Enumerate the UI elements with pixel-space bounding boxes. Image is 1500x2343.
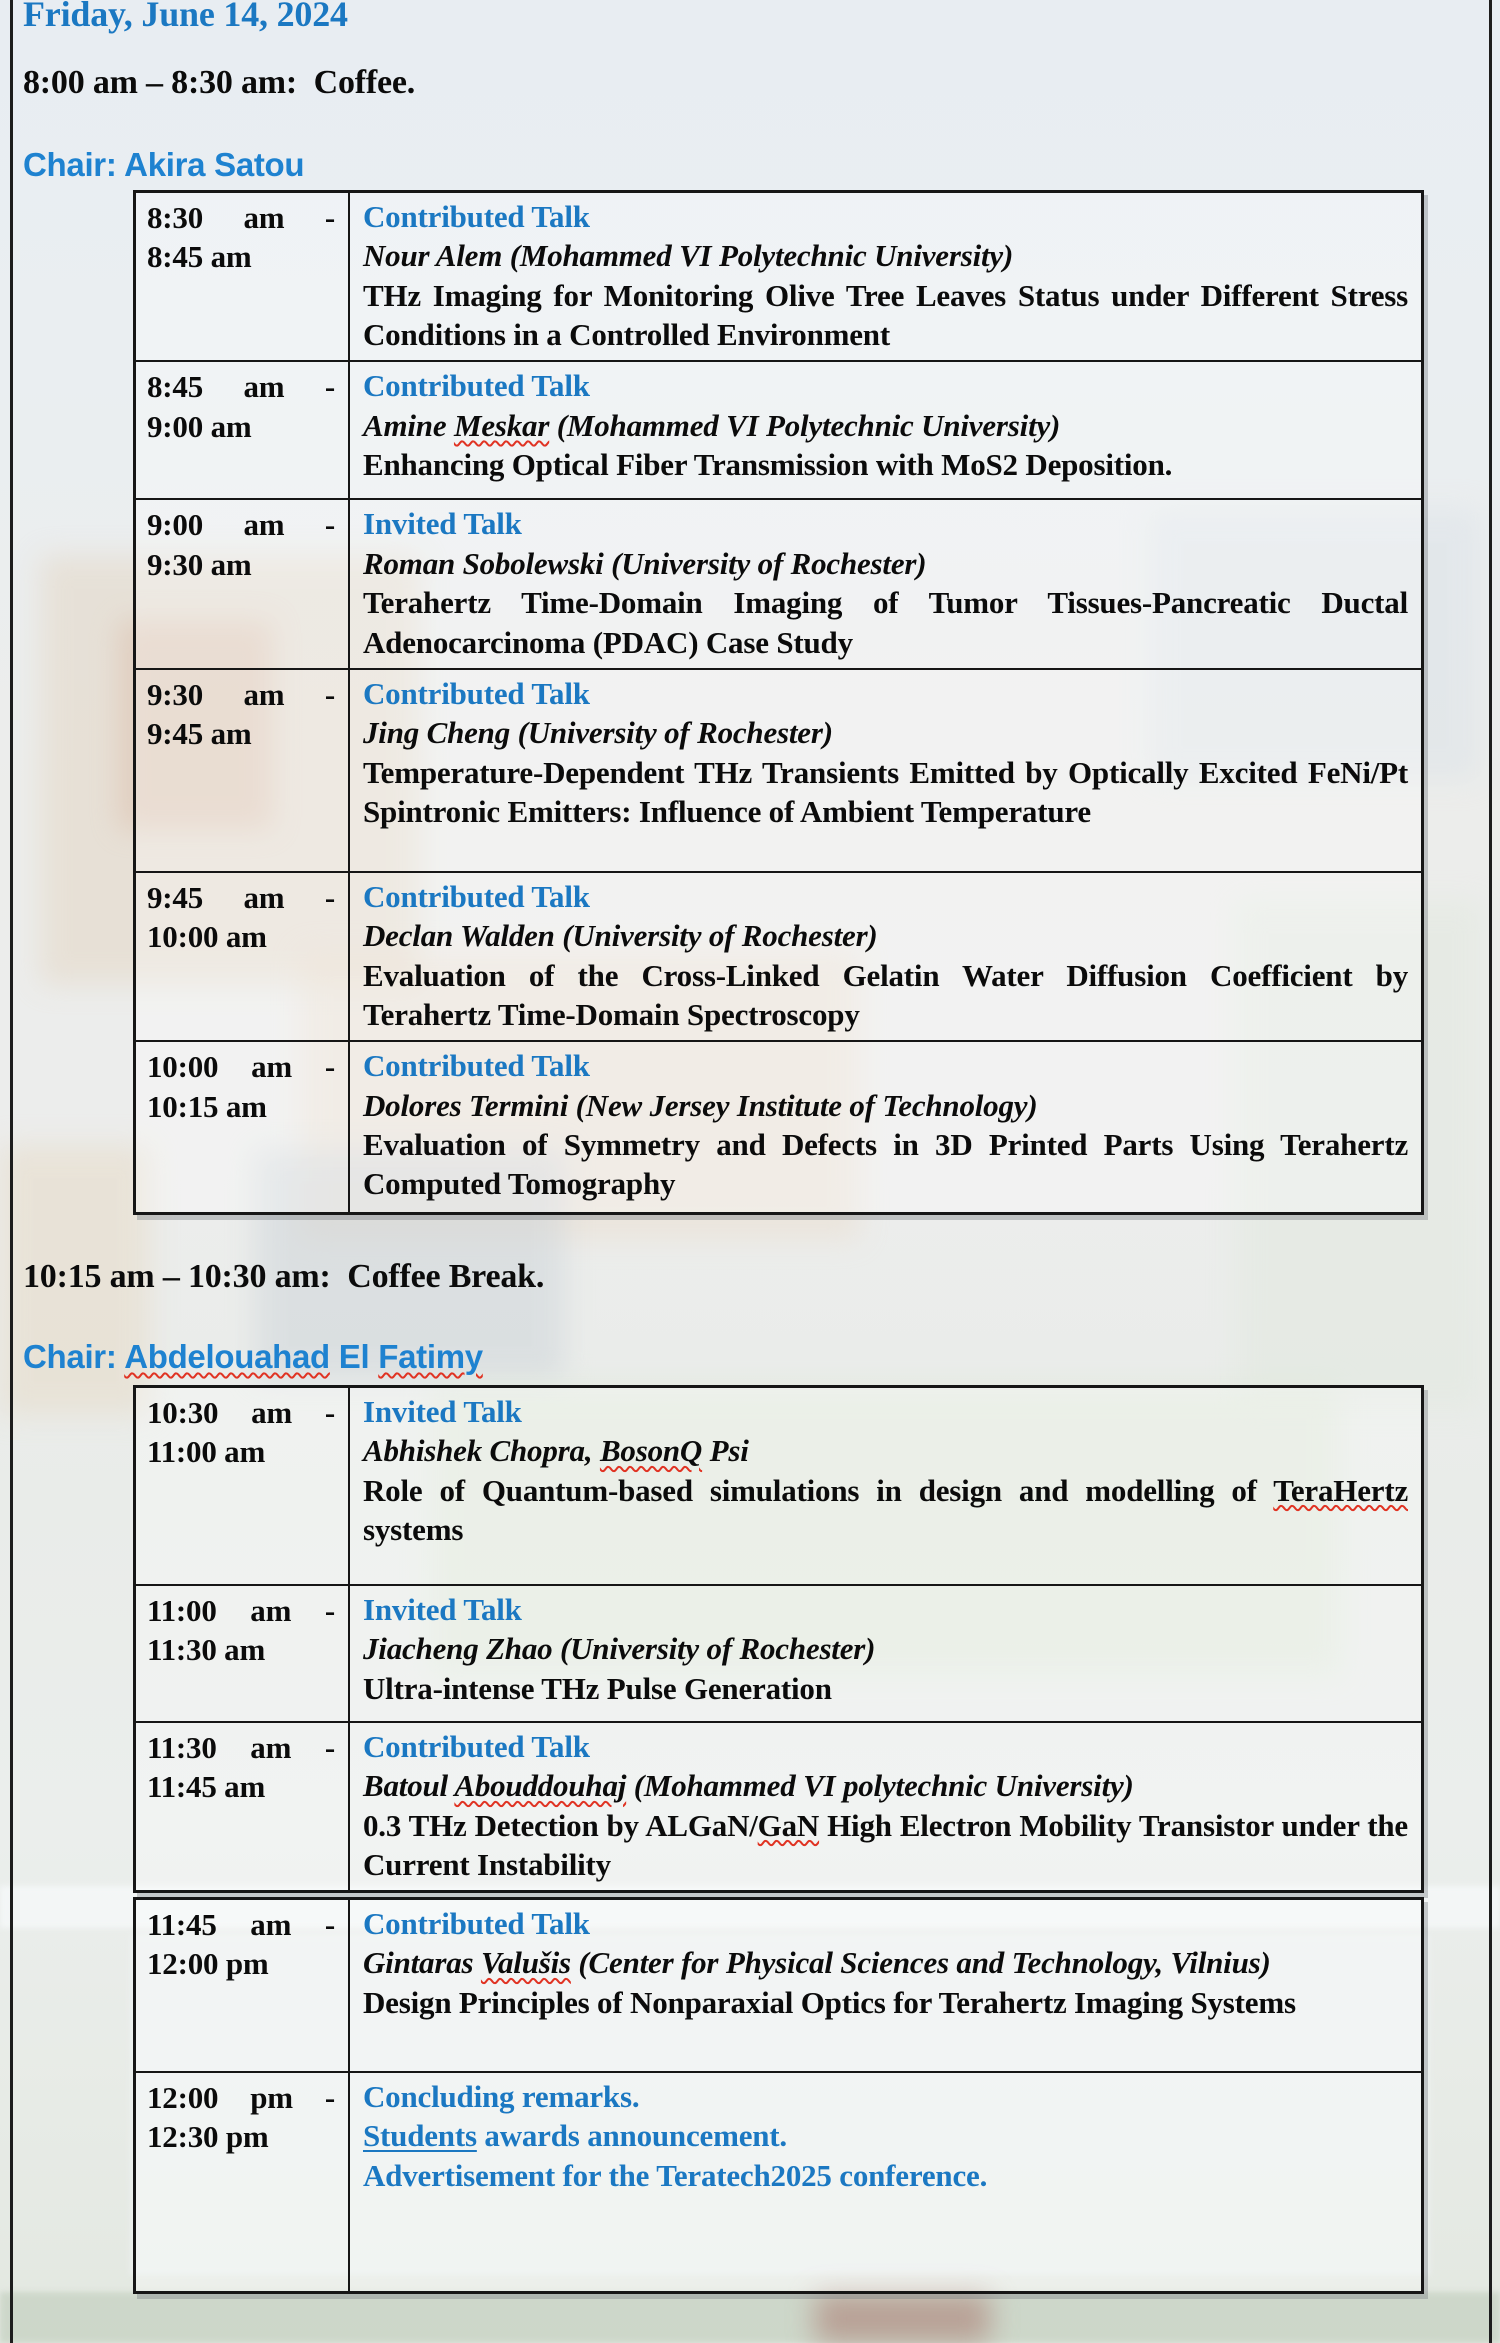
talk-speaker: Batoul Abouddouhaj (Mohammed VI polytechnic University) bbox=[363, 1768, 1134, 1804]
talk-type-label: Contributed Talk bbox=[363, 1906, 590, 1941]
time-cell bbox=[136, 362, 350, 498]
talk-speaker: Gintaras Valušis (Center for Physical Sciences and Technology, Vilnius) bbox=[363, 1945, 1271, 1981]
time-range-start: 9:45 am - bbox=[147, 879, 335, 915]
time-cell bbox=[136, 1042, 350, 1212]
talk-content-cell bbox=[350, 1586, 1421, 1721]
time-range-start: 12:00 pm - bbox=[147, 2080, 335, 2115]
time-range-start: 10:30 am - bbox=[147, 1395, 335, 1430]
time-range-start: 8:30 am - bbox=[147, 200, 335, 235]
time-cell bbox=[136, 1900, 350, 2071]
talk-speaker: Jing Cheng (University of Rochester) bbox=[363, 715, 833, 751]
photo-bottom-green bbox=[0, 2292, 1500, 2343]
time-cell bbox=[136, 1388, 350, 1584]
time-range-end: 12:00 pm bbox=[147, 1946, 269, 1982]
talk-title: Evaluation of the Cross-Linked Gelatin Water Diffusion Coefficient by Terahertz Time-Domain Spectroscopy bbox=[363, 957, 1408, 1032]
time-range-end: 11:45 am bbox=[147, 1769, 266, 1805]
talk-speaker: Declan Walden (University of Rochester) bbox=[363, 918, 878, 954]
talk-type-label: Contributed Talk bbox=[363, 199, 590, 234]
talk-title: Terahertz Time-Domain Imaging of Tumor Tissues-Pancreatic Ductal Adenocarcinoma (PDAC) Case Study bbox=[363, 585, 1408, 660]
talk-type-label: Invited Talk bbox=[363, 1394, 522, 1429]
talk-row bbox=[136, 1900, 1421, 2071]
talk-content-cell bbox=[350, 873, 1421, 1040]
morning-coffee-line: 8:00 am – 8:30 am: Coffee. bbox=[23, 64, 416, 101]
time-range-start: 8:45 am - bbox=[147, 369, 335, 405]
talk-type-label: Contributed Talk bbox=[363, 368, 590, 404]
talk-speaker: Dolores Termini (New Jersey Institute of Technology) bbox=[363, 1087, 1038, 1123]
talk-title: Design Principles of Nonparaxial Optics for Terahertz Imaging Systems bbox=[363, 1984, 1296, 2020]
time-cell bbox=[136, 193, 350, 360]
closing-content-cell bbox=[350, 2073, 1421, 2291]
talk-title: THz Imaging for Monitoring Olive Tree Leaves Status under Different Stress Conditions in a Controlled Environment bbox=[363, 277, 1408, 353]
closing-line: Advertisement for the Teratech2025 conference. bbox=[363, 2157, 988, 2193]
talk-content-cell bbox=[350, 1042, 1421, 1212]
coffee-break-line: 10:15 am – 10:30 am: Coffee Break. bbox=[23, 1258, 545, 1295]
time-range-end: 8:45 am bbox=[147, 239, 252, 275]
time-range-end: 11:30 am bbox=[147, 1632, 266, 1668]
talk-content-cell bbox=[350, 1723, 1421, 1890]
talk-content-cell bbox=[350, 1388, 1421, 1584]
schedule-table-late-morning-continued bbox=[133, 1897, 1424, 2294]
time-range-start: 9:00 am - bbox=[147, 507, 335, 543]
talk-row bbox=[136, 1388, 1421, 1584]
time-range-end: 12:30 pm bbox=[147, 2119, 269, 2155]
time-cell bbox=[136, 500, 350, 667]
talk-row bbox=[136, 193, 1421, 360]
talk-type-label: Invited Talk bbox=[363, 1592, 522, 1627]
talk-title: Role of Quantum-based simulations in design and modelling of TeraHertz systems bbox=[363, 1472, 1408, 1548]
schedule-table-late-morning bbox=[133, 1385, 1424, 1893]
talk-speaker: Amine Meskar (Mohammed VI Polytechnic University) bbox=[363, 407, 1061, 443]
photo-bottom-building bbox=[815, 2294, 990, 2343]
session2-chair-label: Chair: Abdelouahad El Fatimy bbox=[23, 1338, 483, 1375]
talk-content-cell bbox=[350, 193, 1421, 360]
talk-type-label: Invited Talk bbox=[363, 506, 522, 542]
time-range-end: 9:45 am bbox=[147, 716, 252, 752]
talk-content-cell bbox=[350, 670, 1421, 871]
date-heading: Friday, June 14, 2024 bbox=[23, 0, 348, 34]
talk-title: Evaluation of Symmetry and Defects in 3D Printed Parts Using Terahertz Computed Tomography bbox=[363, 1127, 1408, 1202]
schedule-table-morning bbox=[133, 190, 1424, 1215]
time-range-start: 10:00 am - bbox=[147, 1049, 335, 1085]
talk-row bbox=[136, 1721, 1421, 1890]
talk-speaker: Jiacheng Zhao (University of Rochester) bbox=[363, 1631, 876, 1667]
talk-type-label: Contributed Talk bbox=[363, 878, 590, 914]
talk-type-label: Contributed Talk bbox=[363, 1729, 590, 1764]
talk-row bbox=[136, 1584, 1421, 1721]
closing-line: Students awards announcement. bbox=[363, 2118, 787, 2154]
time-range-end: 10:00 am bbox=[147, 919, 267, 955]
time-range-end: 10:15 am bbox=[147, 1088, 267, 1124]
time-range-start: 11:00 am - bbox=[147, 1593, 335, 1628]
time-cell bbox=[136, 873, 350, 1040]
talk-speaker: Nour Alem (Mohammed VI Polytechnic University) bbox=[363, 238, 1014, 274]
talk-content-cell bbox=[350, 500, 1421, 667]
closing-line: Concluding remarks. bbox=[363, 2079, 640, 2114]
talk-title: Ultra-intense THz Pulse Generation bbox=[363, 1670, 832, 1706]
talk-row bbox=[136, 360, 1421, 498]
talk-row bbox=[136, 871, 1421, 1040]
talk-speaker: Roman Sobolewski (University of Rochester) bbox=[363, 545, 927, 581]
time-range-start: 11:45 am - bbox=[147, 1907, 335, 1942]
time-cell bbox=[136, 2073, 350, 2291]
talk-speaker: Abhishek Chopra, BosonQ Psi bbox=[363, 1433, 749, 1469]
time-range-start: 9:30 am - bbox=[147, 676, 335, 712]
time-range-end: 9:30 am bbox=[147, 546, 252, 582]
time-range-end: 9:00 am bbox=[147, 408, 252, 444]
talk-row bbox=[136, 1040, 1421, 1212]
page-border-left bbox=[10, 0, 13, 2343]
talk-title: 0.3 THz Detection by ALGaN/GaN High Electron Mobility Transistor under the Current Instability bbox=[363, 1807, 1408, 1883]
talk-content-cell bbox=[350, 362, 1421, 498]
time-range-end: 11:00 am bbox=[147, 1434, 266, 1470]
talk-type-label: Contributed Talk bbox=[363, 675, 590, 711]
time-cell bbox=[136, 1723, 350, 1890]
time-cell bbox=[136, 1586, 350, 1721]
session1-chair-label: Chair: Akira Satou bbox=[23, 146, 305, 183]
talk-content-cell bbox=[350, 1900, 1421, 2071]
closing-row bbox=[136, 2071, 1421, 2291]
talk-title: Temperature-Dependent THz Transients Emitted by Optically Excited FeNi/Pt Spintronic Emitters: Influence of Ambient Temperature bbox=[363, 754, 1408, 829]
time-range-start: 11:30 am - bbox=[147, 1730, 335, 1765]
page-border-right bbox=[1489, 0, 1492, 2343]
time-cell bbox=[136, 670, 350, 871]
talk-title: Enhancing Optical Fiber Transmission with MoS2 Deposition. bbox=[363, 447, 1173, 483]
talk-row bbox=[136, 668, 1421, 871]
talk-type-label: Contributed Talk bbox=[363, 1048, 590, 1084]
talk-row bbox=[136, 498, 1421, 667]
